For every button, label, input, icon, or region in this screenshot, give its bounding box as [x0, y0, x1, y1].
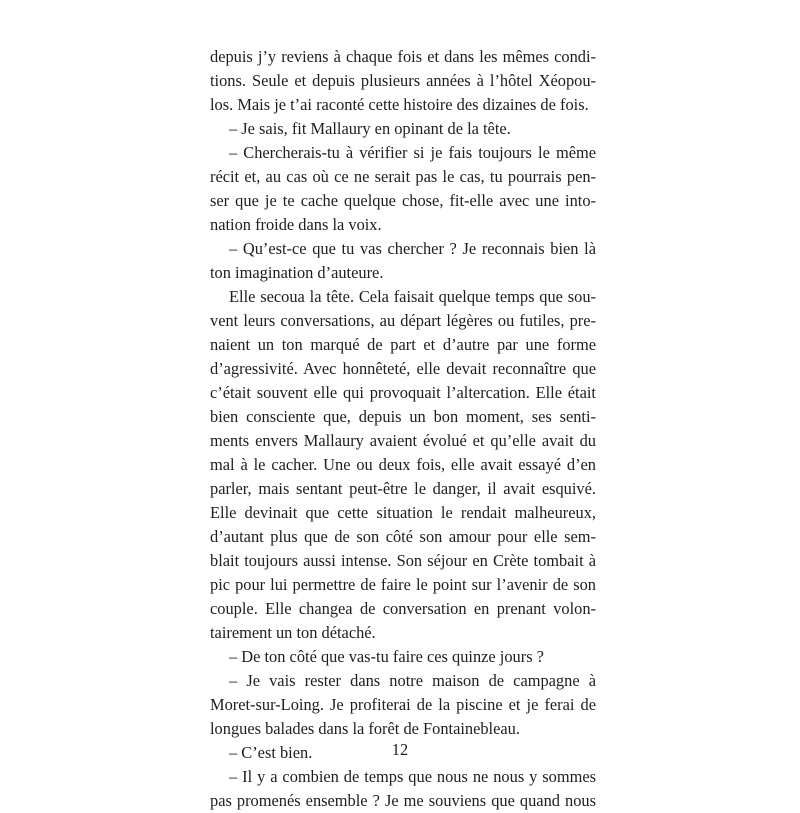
text-line: Moret-sur-Loing. Je profiterai de la piscine et je ferai de: [210, 695, 596, 714]
text-line: bien consciente que, depuis un bon moment, ses senti-: [210, 407, 596, 426]
text-line: tairement un ton détaché.: [210, 623, 376, 642]
text-line: Elle devinait que cette situation le rendait malheureux,: [210, 503, 596, 522]
text-line: c’était souvent elle qui provoquait l’altercation. Elle était: [210, 383, 596, 402]
text-line: – Je vais rester dans notre maison de campagne à: [229, 671, 596, 690]
text-line: Elle secoua la tête. Cela faisait quelque temps que sou-: [229, 287, 596, 306]
text-line: ton imagination d’auteure.: [210, 263, 384, 282]
text-line: – Qu’est-ce que tu vas chercher ? Je reconnais bien là: [229, 239, 596, 258]
body-text: [210, 45, 596, 813]
text-line: pic pour lui permettre de faire le point sur l’avenir de son: [210, 575, 596, 594]
text-line: – Chercherais-tu à vérifier si je fais toujours le même: [229, 143, 596, 162]
text-line: – De ton côté que vas-tu faire ces quinze jours ?: [229, 647, 544, 666]
text-line: ser que je te cache quelque chose, fit-elle avec une into-: [210, 191, 596, 210]
text-line: los. Mais je t’ai raconté cette histoire des dizaines de fois.: [210, 95, 589, 114]
text-line: – Je sais, fit Mallaury en opinant de la tête.: [229, 119, 511, 138]
text-line: naient un ton marqué de part et d’autre par une forme: [210, 335, 596, 354]
text-line: tions. Seule et depuis plusieurs années à l’hôtel Xéopou-: [210, 71, 596, 90]
text-line: – Il y a combien de temps que nous ne nous y sommes: [229, 767, 596, 786]
text-line: parler, mais sentant peut-être le danger, il avait esquivé.: [210, 479, 596, 498]
page-number: 12: [391, 740, 409, 759]
text-line: pas promenés ensemble ? Je me souviens que quand nous: [210, 791, 596, 810]
text-line: blait toujours aussi intense. Son séjour en Crète tombait à: [210, 551, 596, 570]
text-line: vent leurs conversations, au départ légères ou futiles, pre-: [210, 311, 596, 330]
text-line: ments envers Mallaury avaient évolué et qu’elle avait du: [210, 431, 596, 450]
text-line: – C’est bien.: [229, 743, 313, 762]
text-line: mal à le cacher. Une ou deux fois, elle avait essayé d’en: [210, 455, 596, 474]
text-line: d’autant plus que de son côté son amour pour elle sem-: [210, 527, 596, 546]
text-line: récit et, au cas où ce ne serait pas le cas, tu pourrais pen-: [210, 167, 596, 186]
text-line: longues balades dans la forêt de Fontainebleau.: [210, 719, 520, 738]
text-line: couple. Elle changea de conversation en prenant volon-: [210, 599, 596, 618]
text-line: d’agressivité. Avec honnêteté, elle devait reconnaître que: [210, 359, 596, 378]
text-line: depuis j’y reviens à chaque fois et dans les mêmes condi-: [210, 47, 596, 66]
text-line: nation froide dans la voix.: [210, 215, 382, 234]
